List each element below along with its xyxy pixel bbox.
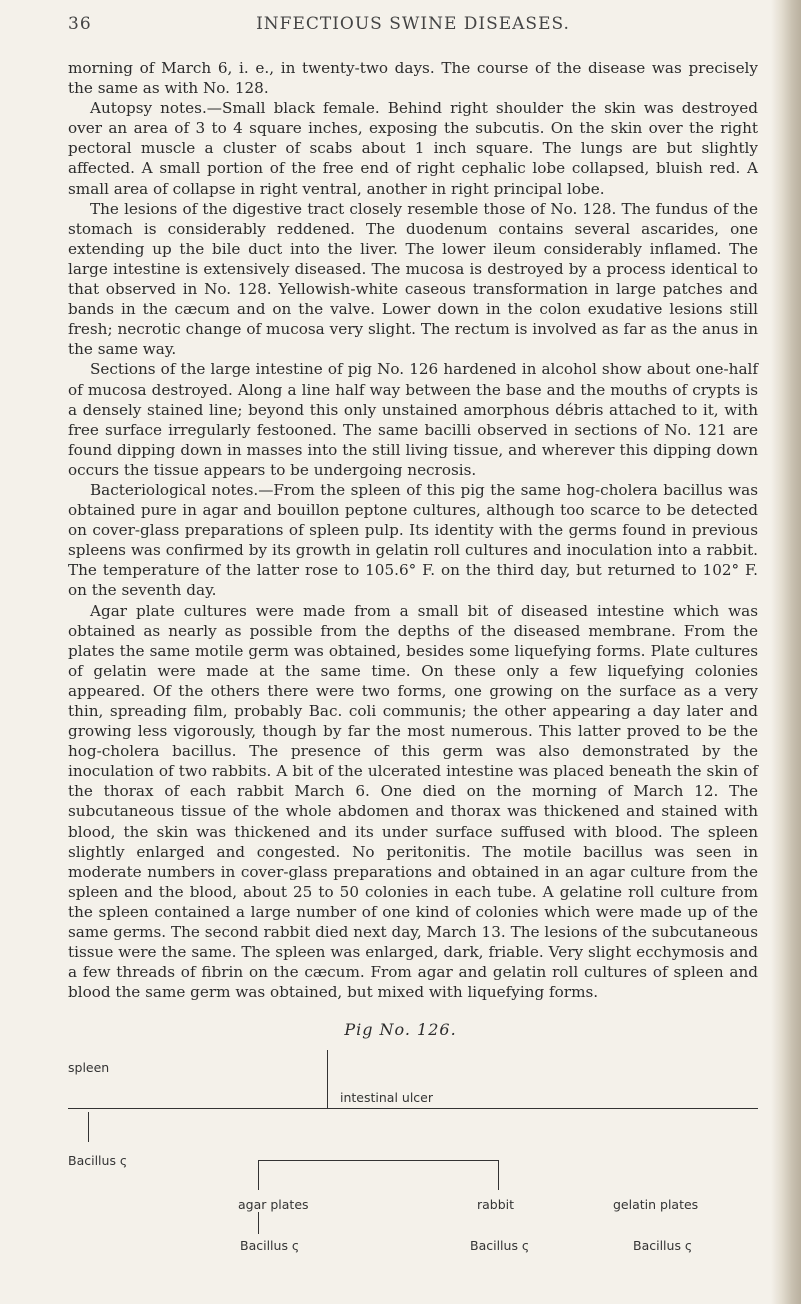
- page-number: 36: [68, 14, 92, 34]
- paragraph: Autopsy notes.—Small black female. Behind right shoulder the skin was destroyed over an area of 3 to 4 square inches, exposing the subcutis. On the skin over the right pectoral muscle a cluster of scabs about 1 inch square. The lungs are but slightly affected. A small portion of the free end of right cephalic lobe collapsed, bluish red. A small area of collapse in right ventral, another in right principal lobe.: [68, 99, 758, 198]
- diagram-connector-agar-result: [258, 1212, 259, 1234]
- paragraph: Bacteriological notes.—From the spleen of this pig the same hog-cholera bacillus was obtained pure in agar and bouillon peptone cultures, although too scarce to be detected on cover-glass preparations of spleen pulp. Its identity with the germs found in previous spleens was confirmed by its growth in gelatin roll cultures and inoculation into a rabbit. The temperature of the latter rose to 105.6° F. on the third day, but returned to 102° F. on the seventh day.: [68, 480, 758, 600]
- diagram-label-bacillus-agar: Bacillus ς: [240, 1238, 300, 1253]
- diagram-connector-agar: [258, 1160, 259, 1190]
- diagram-vertical-divider: [327, 1050, 328, 1108]
- diagram-label-spleen: spleen: [68, 1060, 110, 1075]
- diagram-label-rabbit: rabbit: [477, 1197, 515, 1212]
- body-text: [68, 58, 758, 1002]
- page-binding-edge: [771, 0, 801, 1304]
- diagram-connector-rabbit: [498, 1160, 499, 1190]
- diagram-label-bacillus-spleen: Bacillus ς: [68, 1153, 128, 1168]
- diagram-label-gelatin-plates: gelatin plates: [613, 1197, 699, 1212]
- diagram-label-bacillus-rabbit: Bacillus ς: [470, 1238, 530, 1253]
- paragraph: The lesions of the digestive tract closely resemble those of No. 128. The fundus of the stomach is considerably reddened. The duodenum contains several ascarides, one extending up the bile duct into the liver. The lower ileum considerably inflamed. The large intestine is extensively diseased. The mucosa is destroyed by a process identical to that observed in No. 128. Yellowish-white caseous transformation in large patches and bands in the cæcum and on the valve. Lower down in the colon exudative lesions still fresh; necrotic change of mucosa very slight. The rectum is involved as far as the anus in the same way.: [68, 199, 758, 359]
- paragraph: morning of March 6, i. e., in twenty-two days. The course of the disease was precisely the same as with No. 128.: [68, 59, 758, 98]
- diagram-branch-rule: [258, 1160, 498, 1161]
- diagram-connector-spleen: [88, 1112, 89, 1142]
- running-title: INFECTIOUS SWINE DISEASES.: [256, 14, 570, 34]
- diagram-horizontal-rule: [68, 1108, 758, 1109]
- figure-caption: Pig No. 126.: [344, 1020, 457, 1039]
- page-header: [68, 14, 758, 42]
- diagram-label-bacillus-gelatin: Bacillus ς: [633, 1238, 693, 1253]
- diagram-label-agar-plates: agar plates: [238, 1197, 309, 1212]
- paragraph: Agar plate cultures were made from a small bit of diseased intestine which was obtained as nearly as possible from the depths of the diseased membrane. From the plates the same motile germ was obtained, besides some liquefying forms. Plate cultures of gelatin were made at the same time. On these only a few liquefying colonies appeared. Of the others there were two forms, one growing on the surface as a very thin, spreading film, probably Bac. coli communis; the other appearing a day later and growing less vigorously, though by far the most numerous. This latter proved to be the hog-cholera bacillus. The presence of this germ was also demonstrated by the inoculation of two rabbits. A bit of the ulcerated intestine was placed beneath the skin of the thorax of each rabbit March 6. One died on the morning of March 12. The subcutaneous tissue of the whole abdomen and thorax was thickened and stained with blood, the skin was thickened and its under surface suffused with blood. The spleen slightly enlarged and congested. No peritonitis. The motile bacillus was seen in moderate numbers in cover-glass preparations and obtained in an agar culture from the spleen and the blood, about 25 to 50 colonies in each tube. A gelatine roll culture from the spleen contained a large number of one kind of colonies which were made up of the same germs. The second rabbit died next day, March 13. The lesions of the subcutaneous tissue were the same. The spleen was enlarged, dark, friable. Very slight ecchymosis and a few threads of fibrin on the cæcum. From agar and gelatin roll cultures of spleen and blood the same germ was obtained, but mixed with liquefying forms.: [68, 601, 758, 1002]
- diagram-label-intestinal-ulcer: intestinal ulcer: [340, 1090, 433, 1105]
- paragraph: Sections of the large intestine of pig No. 126 hardened in alcohol show about one-half of mucosa destroyed. Along a line half way between the base and the mouths of crypts is a densely stained line; beyond this only unstained amorphous débris attached to it, with free surface irregularly festooned. The same bacilli observed in sections of No. 121 are found dipping down in masses into the still living tissue, and wherever this dipping down occurs the tissue appears to be undergoing necrosis.: [68, 360, 758, 479]
